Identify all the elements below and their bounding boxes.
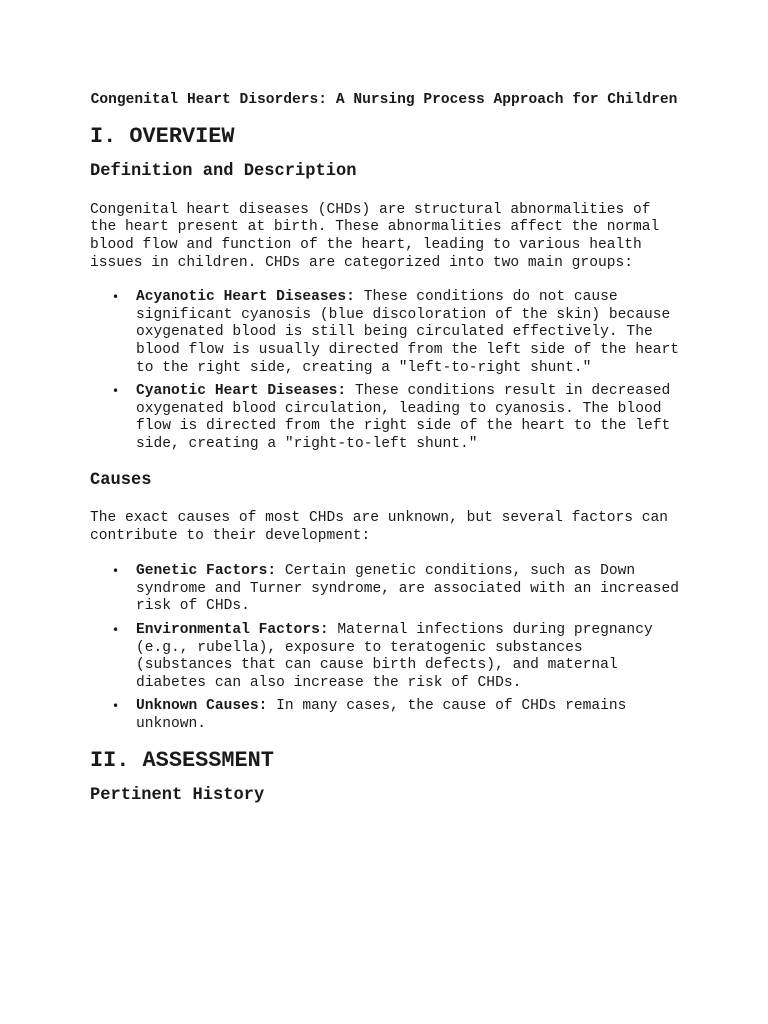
term-acyanotic: Acyanotic Heart Diseases: xyxy=(136,289,355,306)
desc-unknown: In many cases, the cause of CHDs remains unknown. xyxy=(136,698,627,733)
list-item-environmental xyxy=(90,622,680,692)
bullet-icon: • xyxy=(112,623,120,638)
desc-environmental: Maternal infections during pregnancy (e.g., rubella), exposure to teratogenic substances (substances that can cause birth defects), and maternal diabetes can also increase the risk of CHDs. xyxy=(136,622,653,691)
desc-genetic: Certain genetic conditions, such as Down syndrome and Turner syndrome, are associated with an increased risk of CHDs. xyxy=(136,563,679,615)
section-heading-overview: I. OVERVIEW xyxy=(90,123,235,149)
subheading-causes: Causes xyxy=(90,470,152,490)
chd-types-list xyxy=(90,289,680,453)
definition-paragraph: Congenital heart diseases (CHDs) are structural abnormalities of the heart present at birth. These abnormalities affect the normal blood flow and function of the heart, leading to various health issues in children. CHDs are categorized into two main groups: xyxy=(90,201,660,271)
list-item-unknown xyxy=(90,698,680,733)
bullet-icon: • xyxy=(112,290,120,305)
bullet-icon: • xyxy=(112,384,120,399)
term-environmental: Environmental Factors: xyxy=(136,622,329,639)
section-heading-assessment: II. ASSESSMENT xyxy=(90,747,274,773)
bullet-icon: • xyxy=(112,564,120,579)
list-item-acyanotic xyxy=(90,289,680,377)
desc-acyanotic: These conditions do not cause significant cyanosis (blue discoloration of the skin) because oxygenated blood is still being circulated effectively. The blood flow is usually directed from the left side of the heart to the right side, creating a "left-to-right shunt." xyxy=(136,289,679,376)
list-item-cyanotic xyxy=(90,383,680,453)
bullet-icon: • xyxy=(112,699,120,714)
causes-list xyxy=(90,563,680,733)
term-cyanotic: Cyanotic Heart Diseases: xyxy=(136,383,347,400)
subheading-pertinent-history: Pertinent History xyxy=(90,786,265,806)
document-body xyxy=(90,92,680,805)
term-genetic: Genetic Factors: xyxy=(136,563,277,580)
causes-paragraph: The exact causes of most CHDs are unknown, but several factors can contribute to their development: xyxy=(90,510,669,544)
list-item-genetic xyxy=(90,563,680,616)
document-title: Congenital Heart Disorders: A Nursing Process Approach for Children xyxy=(90,92,678,108)
desc-cyanotic: These conditions result in decreased oxygenated blood circulation, leading to cyanosis. The blood flow is directed from the right side of the heart to the left side, creating a "right-to-left shunt." xyxy=(136,383,671,452)
term-unknown: Unknown Causes: xyxy=(136,698,268,715)
subheading-definition: Definition and Description xyxy=(90,162,357,182)
